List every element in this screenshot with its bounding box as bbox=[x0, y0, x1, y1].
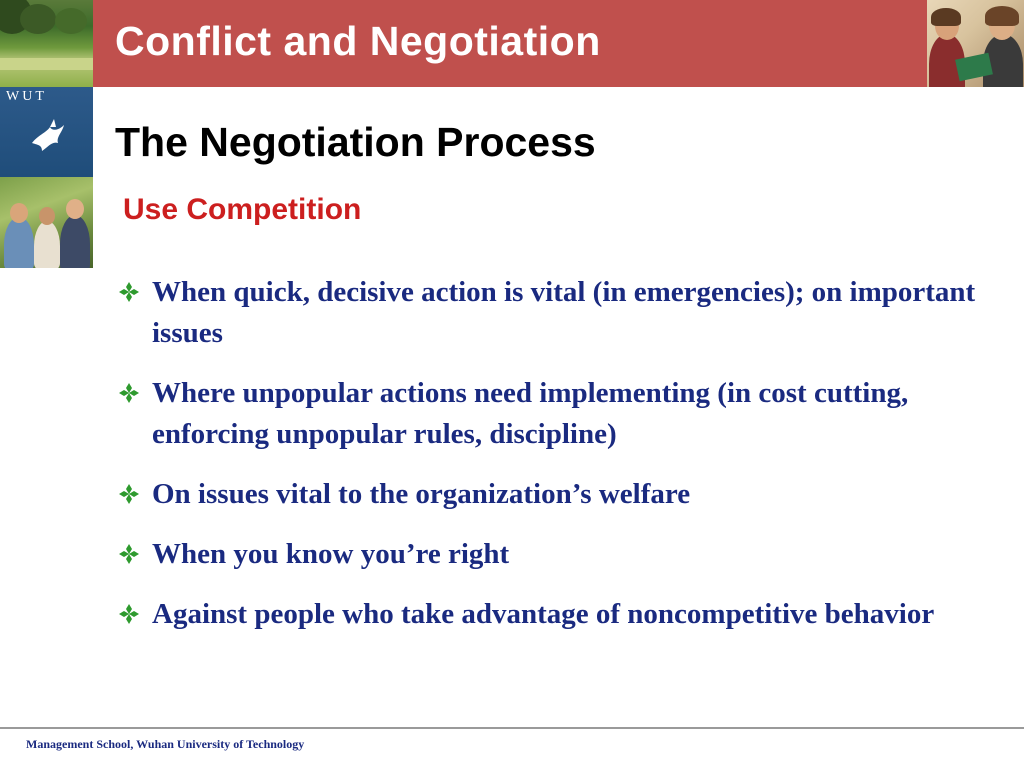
footer-divider bbox=[0, 727, 1024, 729]
students-photo-left bbox=[0, 177, 93, 268]
students-photo-right bbox=[927, 0, 1024, 87]
bullet-item bbox=[117, 272, 987, 354]
bullet-item bbox=[117, 474, 987, 515]
wut-logo-text: WUT bbox=[6, 89, 47, 104]
section-heading: Use Competition bbox=[123, 193, 362, 226]
diamond-bullet-icon bbox=[117, 602, 141, 626]
bullet-list bbox=[117, 272, 987, 654]
diamond-bullet-icon bbox=[117, 542, 141, 566]
wut-logo bbox=[0, 87, 93, 177]
bullet-text: Where unpopular actions need implementing (in cost cutting, enforcing unpopular rules, discipline) bbox=[152, 377, 909, 450]
bullet-text: On issues vital to the organization’s welfare bbox=[152, 478, 691, 510]
slide-subtitle: The Negotiation Process bbox=[115, 119, 596, 165]
bullet-text: When quick, decisive action is vital (in emergencies); on important issues bbox=[152, 276, 976, 349]
campus-photo bbox=[0, 0, 93, 87]
bullet-item bbox=[117, 594, 987, 635]
bird-emblem-icon bbox=[28, 117, 72, 157]
bullet-item bbox=[117, 373, 987, 455]
diamond-bullet-icon bbox=[117, 482, 141, 506]
footer-text: Management School, Wuhan University of Technology bbox=[26, 737, 305, 751]
diamond-bullet-icon bbox=[117, 381, 141, 405]
bullet-item bbox=[117, 534, 987, 575]
bullet-text: Against people who take advantage of noncompetitive behavior bbox=[152, 598, 935, 630]
bullet-text: When you know you’re right bbox=[152, 538, 510, 570]
diamond-bullet-icon bbox=[117, 280, 141, 304]
page-title: Conflict and Negotiation bbox=[115, 18, 601, 64]
